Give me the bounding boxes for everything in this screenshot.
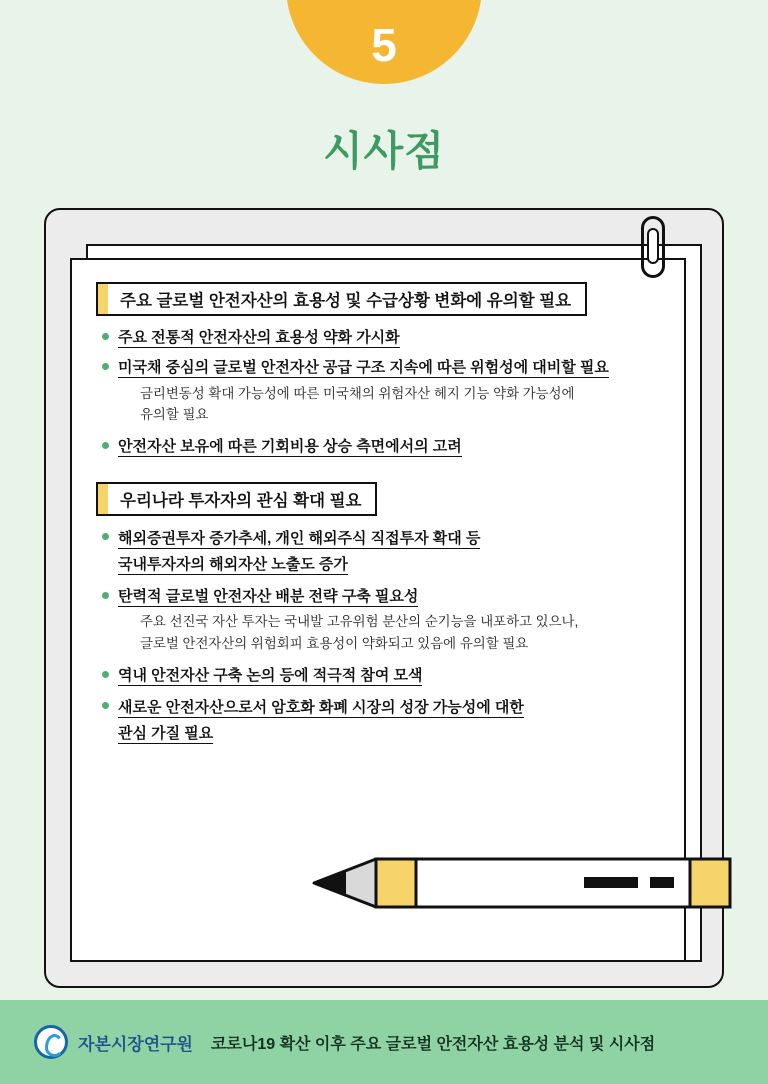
list-item-text: 주요 전통적 안전자산의 효용성 약화 가시화 [118,329,400,346]
step-badge [286,0,482,84]
bullet-dot-icon [102,592,109,599]
pencil-icon [312,855,732,911]
list-item-subtext: 주요 선진국 자산 투자는 국내발 고유위험 분산의 순기능을 내포하고 있으나, 글로벌 안전자산의 위험회피 효용성이 약화되고 있음에 유의할 필요 [140,614,579,651]
step-badge-circle [286,0,482,84]
section-2-heading-label: 우리나라 투자자의 관심 확대 필요 [120,491,362,510]
bullet-dot-icon [102,442,109,449]
section-divider-space [96,466,660,482]
list-item [102,585,660,654]
section-1-heading-label: 주요 글로벌 안전자산의 효용성 및 수급상황 변화에 유의할 필요 [120,292,572,310]
heading-accent-bar [98,284,108,314]
section-1-heading [96,282,587,316]
list-item [102,664,660,687]
organization-logo-icon [34,1025,68,1059]
list-item-text: 역내 안전자산 구축 논의 등에 적극적 참여 모색 [118,667,423,685]
bullet-dot-icon [102,671,109,678]
step-number: 5 [371,19,397,71]
list-item-text: 새로운 안전자산으로서 암호화 화폐 시장의 성장 가능성에 대한 관심 가질 필요 [118,698,524,742]
list-item [102,695,660,748]
footer-bar [0,1000,768,1084]
bullet-dot-icon [102,333,109,340]
paper-clip-inner-icon [647,228,659,264]
bullet-dot-icon [102,363,109,370]
section-2-heading [96,482,377,516]
section-2-list [96,526,660,747]
list-item-text: 미국채 중심의 글로벌 안전자산 공급 구조 지속에 따른 위험성에 대비할 필요 [118,359,609,377]
list-item-text: 탄력적 글로벌 안전자산 배분 전략 구축 필요성 [118,588,419,606]
bullet-dot-icon [102,702,109,709]
list-item [102,435,660,458]
list-item [102,356,660,425]
list-item-subtext: 금리변동성 확대 가능성에 따른 미국채의 위험자산 헤지 기능 약화 가능성에 유의할 필요 [140,385,575,422]
organization-name: 자본시장연구원 [78,1034,193,1054]
list-item-text: 해외증권투자 증가추세, 개인 해외주식 직접투자 확대 등 국내투자자의 해외자산 노출도 증가 [118,529,481,573]
section-1-list [96,326,660,459]
section-2 [96,482,660,747]
list-item-text: 안전자산 보유에 따른 기회비용 상승 측면에서의 고려 [118,438,462,456]
heading-accent-bar [98,484,108,514]
list-item [102,326,660,349]
bullet-dot-icon [102,533,109,540]
list-item [102,526,660,579]
page-title: 시사점 [323,128,445,174]
section-1 [96,282,660,459]
footer-report-title: 코로나19 확산 이후 주요 글로벌 안전자산 효용성 분석 및 시사점 [210,1035,656,1053]
